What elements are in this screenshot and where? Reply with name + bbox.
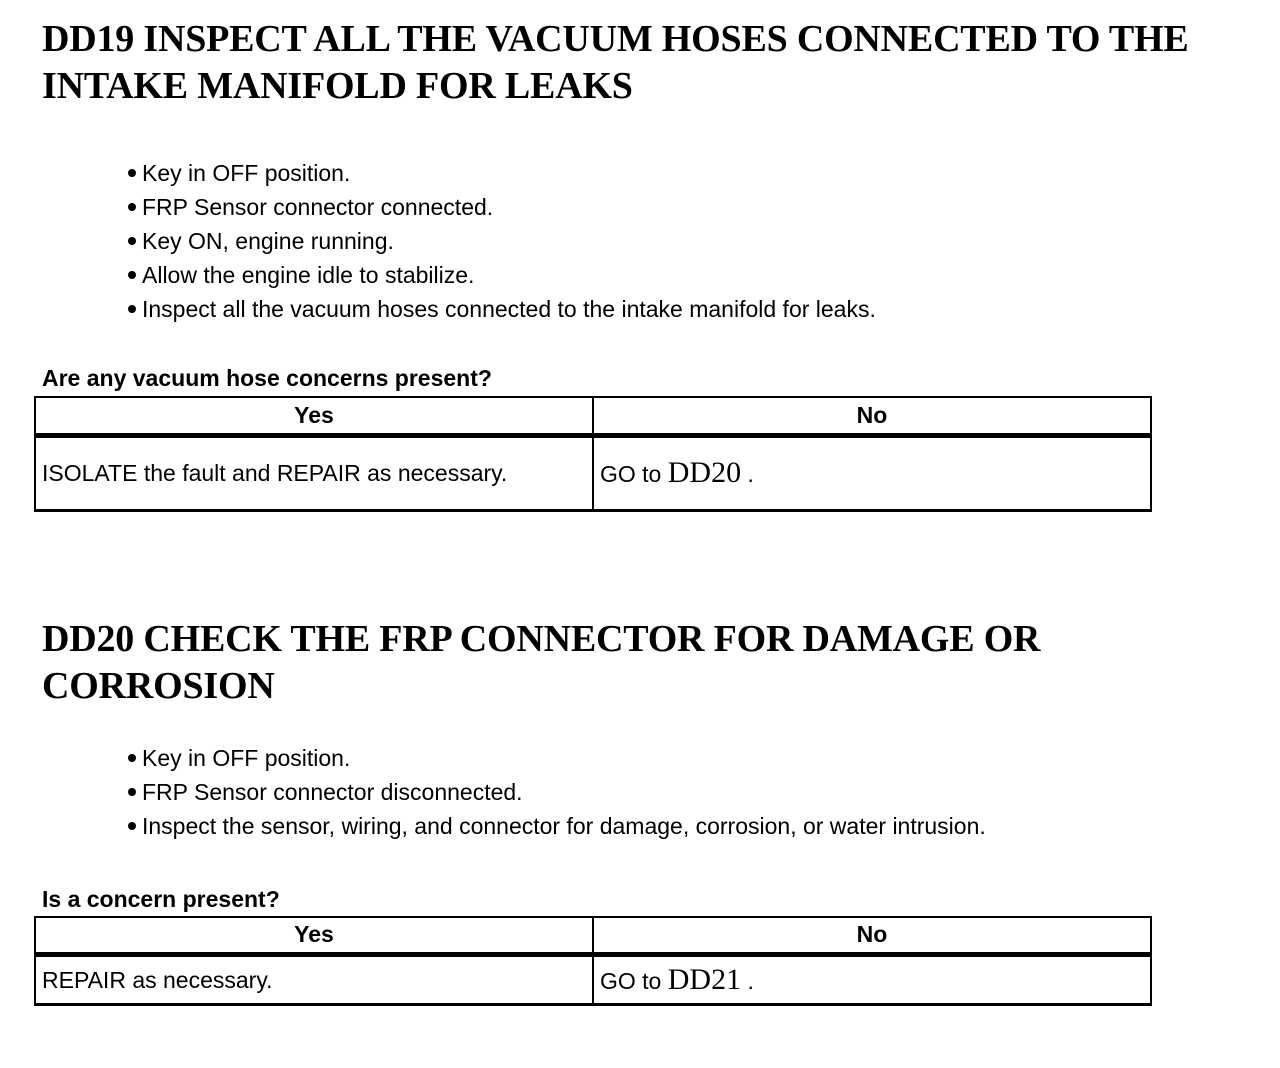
goto-link-dd21[interactable]: DD21 [667, 962, 742, 996]
list-item: FRP Sensor connector connected. [34, 190, 1260, 224]
list-item: Key ON, engine running. [34, 224, 1260, 258]
table-row [35, 955, 1151, 1005]
list-item: Key in OFF position. [34, 741, 1260, 775]
decision-table [34, 916, 1152, 1007]
yes-action-cell: ISOLATE the fault and REPAIR as necessary. [35, 435, 593, 510]
goto-text-suffix: . [741, 460, 754, 487]
procedure-section-dd20 [34, 616, 1260, 1007]
section-heading: DD20 CHECK THE FRP CONNECTOR FOR DAMAGE OR CORROSION [42, 617, 1041, 707]
goto-text: GO to [600, 967, 668, 994]
procedure-section-dd19 [34, 16, 1260, 512]
table-header-row [35, 917, 1151, 955]
list-item: Key in OFF position. [34, 156, 1260, 190]
yes-action-cell: REPAIR as necessary. [35, 955, 593, 1005]
no-column-header: No [593, 397, 1151, 435]
list-item: FRP Sensor connector disconnected. [34, 775, 1260, 809]
no-action-cell [593, 435, 1151, 510]
goto-link-dd20[interactable]: DD20 [667, 455, 742, 489]
table-header-row [35, 397, 1151, 435]
prerequisite-list [34, 741, 1260, 843]
decision-question: Is a concern present? [42, 885, 280, 912]
yes-column-header: Yes [35, 917, 593, 955]
yes-column-header: Yes [35, 397, 593, 435]
table-row [35, 435, 1151, 510]
goto-text: GO to [600, 460, 668, 487]
list-item: Inspect the sensor, wiring, and connector for damage, corrosion, or water intrusion. [34, 809, 1260, 843]
decision-table [34, 396, 1152, 512]
decision-question: Are any vacuum hose concerns present? [42, 365, 492, 391]
list-item: Allow the engine idle to stabilize. [34, 258, 1260, 292]
section-heading: DD19 INSPECT ALL THE VACUUM HOSES CONNECTED TO THE INTAKE MANIFOLD FOR LEAKS [42, 18, 1189, 107]
no-action-cell [593, 955, 1151, 1005]
goto-text-suffix: . [741, 967, 754, 994]
no-column-header: No [593, 917, 1151, 955]
list-item: Inspect all the vacuum hoses connected to the intake manifold for leaks. [34, 292, 1260, 326]
prerequisite-list [34, 156, 1260, 326]
